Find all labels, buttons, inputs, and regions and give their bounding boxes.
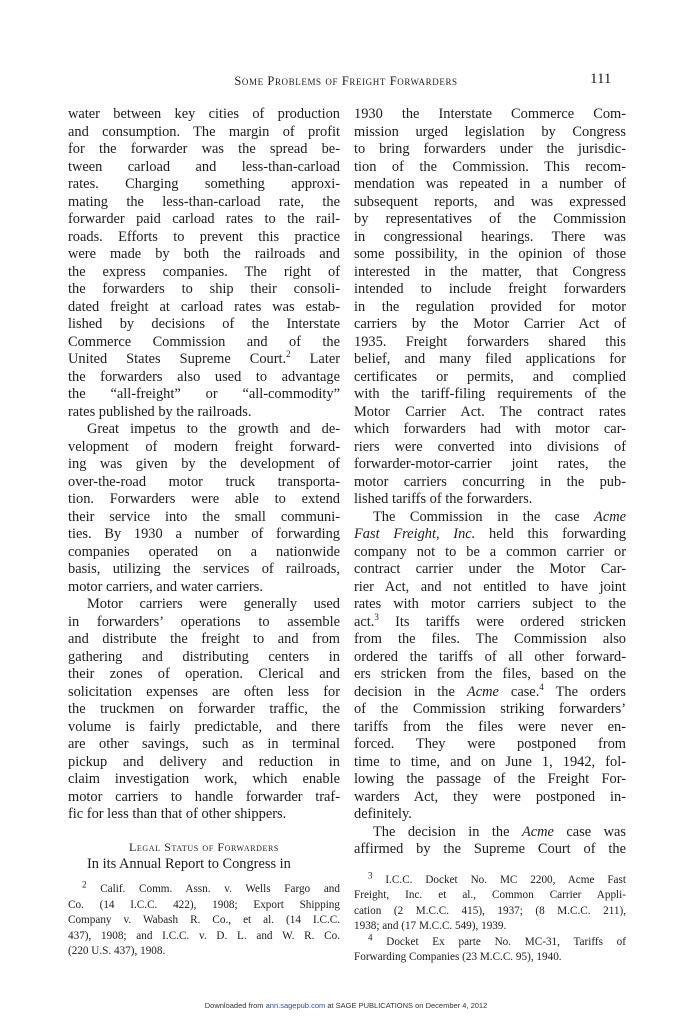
body-line: ers stricken from the files, based on the [354,666,626,682]
footnote-text: I.C.C. Docket No. MC 2200, Acme Fast [385,873,626,886]
body-line [354,824,626,842]
body-line: of the Commission striking forwarders’ [354,701,626,717]
body-line: are other savings, such as in terminal [68,736,340,752]
body-line: mendation was repeated in a number of [354,176,626,192]
footnote-line: 437), 1908; and I.C.C. v. D. L. and W. R. Co. [68,929,340,942]
body-line: solicitation expenses are often less for [68,683,340,700]
footnote-mark: 2 [82,879,87,890]
footnote-2 [68,879,340,960]
body-line: subsequent reports, and was expressed [354,193,626,210]
body-line: motor carriers to handle forwarder traf- [68,788,340,805]
body-line: companies operated on a nationwide [68,543,340,560]
body-line: rates published by the railroads. [68,403,252,420]
body-line [68,351,340,369]
body-line: mission urged legislation by Congress [354,123,626,140]
body-line: in congressional hearings. There was [354,228,626,245]
body-line: belief, and many filed applications for [354,351,626,367]
footnote-3 [354,869,626,935]
body-line: ing was given by the development of [68,456,340,472]
body-line: motor carriers concurring in the pub- [354,473,626,490]
body-line: claim investigation work, which enable [68,771,340,787]
body-line: volume is fairly predictable, and there [68,718,340,735]
body-line: riers were converted into divisions of [354,438,626,455]
body-line: 1930 the Interstate Commerce Com- [354,106,626,122]
body-line [354,526,626,544]
footer-text: at SAGE PUBLICATIONS on December 4, 2012 [325,1001,488,1010]
body-line [354,611,626,632]
body-text: decision in the [354,683,467,700]
body-line: warders Act, they were postponed in- [354,788,626,805]
footnote-ref: 4 [539,681,544,692]
body-line: In its Annual Report to Congress in [87,855,291,872]
body-text: The orders [543,683,626,700]
body-line: the “all-freight” or “all-commodity” [68,386,340,402]
footnote-text: Docket Ex parte No. MC-31, Tariffs of [386,935,626,948]
body-line: definitely. [354,806,412,822]
body-line: pickup and delivery and reduction in [68,753,340,770]
body-line: fic for less than that of other shippers. [68,806,287,822]
body-text: The decision in the [373,823,522,840]
body-line: with the tariff-filing requirements of the [354,386,626,402]
body-line: and distribute the freight to and from [68,631,340,647]
body-line: ordered the tariffs of all other forward- [354,648,626,665]
footnote-line [354,869,626,889]
footer-link[interactable]: ann.sagepub.com [265,1001,326,1010]
body-line: forwarder paid carload rates to the rail- [68,211,340,227]
body-line: and consumption. The margin of profit [68,123,340,140]
body-line: Motor Carrier Act. The contract rates [354,403,626,420]
case-name: Fast Freight, Inc. [354,526,476,542]
right-column [354,106,626,966]
body-line: Commerce Commission and of the [68,333,340,350]
body-line: lished tariffs of the forwarders. [354,491,533,507]
footnote-mark: 3 [368,869,373,880]
body-line: velopment of modern freight forward- [68,438,340,455]
body-line: gathering and distributing centers in [68,648,340,665]
page-number: 111 [590,71,612,87]
body-line: carriers by the Motor Carrier Act of [354,316,626,332]
body-line: rier Act, and not entitled to have joint [354,578,626,595]
footnote-line: Freight, Inc. et al., Common Carrier Appli- [354,889,626,902]
body-line: forwarder-motor-carrier joint rates, the [354,456,626,472]
body-line: by representatives of the Commission [354,211,626,227]
body-line: roads. Efforts to prevent this practice [68,228,340,245]
body-line: rates with motor carriers subject to the [354,596,626,612]
body-line: their zones of operation. Clerical and [68,666,340,682]
body-line: tween carload and less-than-carload [68,158,340,175]
body-line: dated freight at carload rates was estab- [68,298,340,315]
running-head: Some Problems of Freight Forwarders [234,74,458,88]
body-line: from the files. The Commission also [354,631,626,647]
body-line: in forwarders’ operations to assemble [68,613,340,630]
body-line: the truckmen on forwarder traffic, the [68,701,340,717]
body-line: basis, utilizing the services of railroads, [68,561,340,577]
body-line: the forwarders also used to advantage [68,368,340,385]
body-line: lowing the passage of the Freight For- [354,771,626,787]
body-line: ties. By 1930 a number of forwarding [68,526,340,542]
body-line: time to time, and on June 1, 1942, fol- [354,753,626,770]
body-line: to bring forwarders under the jurisdic- [354,141,626,157]
footnote-ref: 3 [374,611,379,622]
body-line: tion of the Commission. This recom- [354,158,626,175]
body-line [354,681,626,702]
footnote-line: Company v. Wabash R. Co., et al. (14 I.C.C. [68,914,340,927]
body-line: company not to be a common carrier or [354,543,626,560]
section-heading: Legal Status of Forwarders [129,839,279,854]
body-line: water between key cities of production [68,106,340,122]
body-line: Great impetus to the growth and de- [87,421,340,437]
footnote-4 [354,932,626,966]
case-name: Acme [594,508,626,525]
footnote-ref: 2 [286,349,291,360]
body-line: which forwarders had with motor car- [354,421,626,437]
case-name: Acme [521,823,554,840]
body-text: case was [553,823,627,840]
body-line [354,509,626,527]
body-line: interested in the matter, that Congress [354,263,626,280]
body-line: over-the-road motor truck transporta- [68,473,340,490]
body-line: contract carrier under the Motor Car- [354,561,626,577]
body-line: in the regulation provided for motor [354,298,626,315]
footnote-line: Co. (14 I.C.C. 422), 1908; Export Shipping [68,898,340,911]
body-line: their service into the small communi- [68,508,340,525]
body-line: forced. They were postponed from [354,736,626,752]
case-name: Acme [466,683,499,700]
footnote-line [354,932,626,951]
footnote-line: cation (2 M.C.C. 415), 1937; (8 M.C.C. 211), [354,904,626,917]
body-text: Its tariffs were ordered stricken [378,613,626,630]
body-line: the forwarders to ship their consoli- [68,281,340,297]
body-text: held this forwarding [475,526,627,542]
footnote-line [68,879,340,898]
body-line: 1935. Freight forwarders shared this [354,333,626,350]
body-line: tariffs from the files were never en- [354,718,626,735]
body-line: motor carriers, and water carriers. [68,578,263,595]
body-line: were made by both the railroads and [68,246,340,262]
body-text: United States Supreme Court. [68,351,287,367]
body-line: Motor carriers were generally used [87,596,340,612]
left-column [68,106,340,960]
body-line: mating the less-than-carload rate, the [68,193,340,210]
body-text: Later [290,351,340,367]
body-line: rates. Charging something approxi- [68,176,340,192]
body-text: case. [498,683,540,700]
body-line: certificates or permits, and complied [354,368,626,385]
body-line: affirmed by the Supreme Court of the [354,841,626,857]
body-text: The Commission in the case [373,508,595,525]
footnote-text: Calif. Comm. Assn. v. Wells Fargo and [100,883,340,895]
body-text: act. [354,613,375,630]
footer-text: Downloaded from [204,1001,266,1010]
footnote-line: (220 U.S. 437), 1908. [68,945,166,958]
body-line: the express companies. The right of [68,263,340,280]
body-line: tion. Forwarders were able to extend [68,491,340,507]
footnote-line: 1938; and (17 M.C.C. 549), 1939. [354,920,507,933]
footnote-mark: 4 [368,932,373,943]
body-line: for the forwarder was the spread be- [68,141,340,157]
body-line: intended to include freight forwarders [354,281,626,297]
download-footer [0,1001,692,1010]
footnote-line: Forwarding Companies (23 M.C.C. 95), 1940. [354,951,562,964]
body-line: some possibility, in the opinion of those [354,246,626,262]
body-line: lished by decisions of the Interstate [68,316,340,332]
